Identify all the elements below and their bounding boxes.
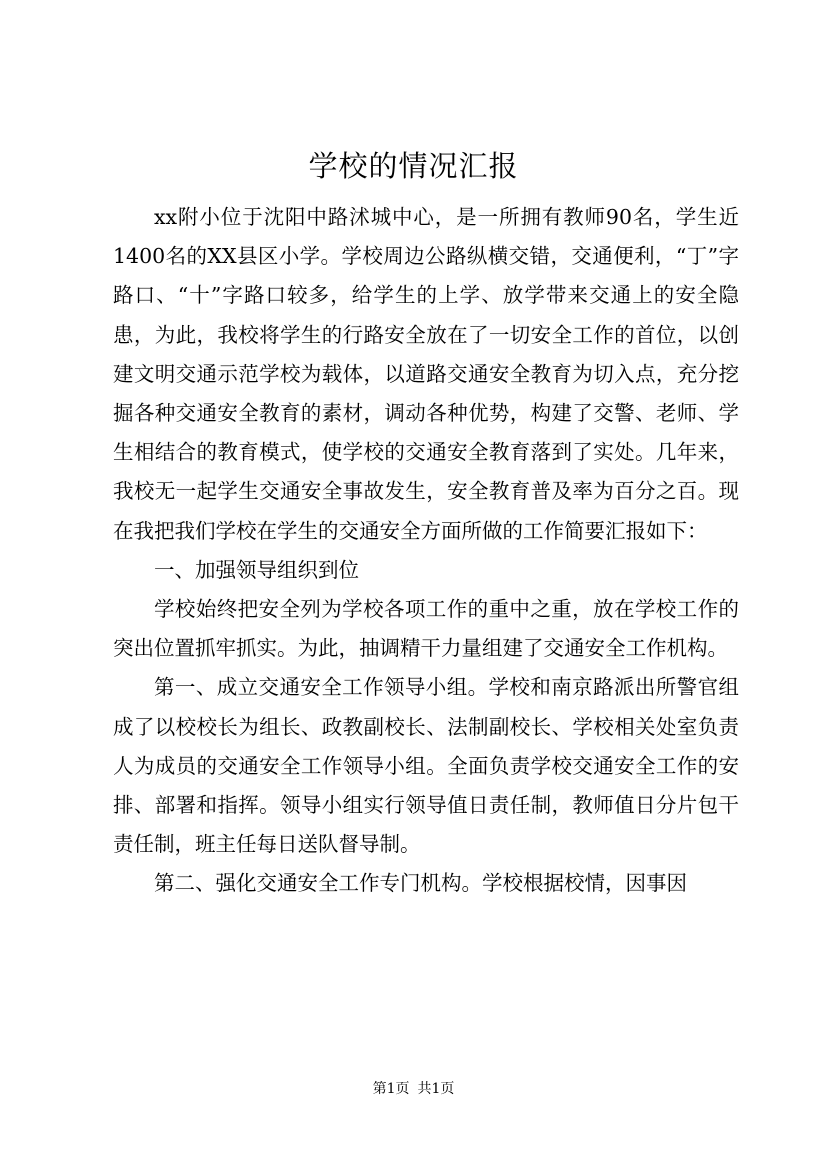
section-heading: 一、加强领导组织到位 — [154, 557, 359, 582]
paragraph-intro: xx附小位于沈阳中路沭城中心，是一所拥有教师90名，学生近1400名的XX县区小学。学校周边公路纵横交错，交通便利，“丁”字路口、“十”字路口较多，给学生的上学、放学带来交通上的安全隐患，为此，我校将学生的行路安全放在了一切安全工作的首位，以创建文明交通示范学校为载体，以道路交通安全教育为切入点，充分挖掘各种交通安全教育的素材，调动各种优势，构建了交警、老师、学生相结合的教育模式，使学校的交通安全教育落到了实处。几年来，我校无一起学生交通安全事故发生，安全教育普及率为百分之百。现在我把我们学校在学生的交通安全方面所做的工作简要汇报如下： — [113, 205, 739, 543]
document-body — [113, 198, 739, 904]
page-total: 共1页 — [417, 1081, 455, 1097]
page-footer — [0, 1079, 827, 1099]
paragraph-second-point: 第二、强化交通安全工作专门机构。学校根据校情，因事因 — [154, 871, 687, 896]
paragraph-first-point: 第一、成立交通安全工作领导小组。学校和南京路派出所警官组成了以校校长为组长、政教副校长、法制副校长、学校相关处室负责人为成员的交通安全工作领导小组。全面负责学校交通安全工作的安排、部署和指挥。领导小组实行领导值日责任制，教师值日分片包干责任制，班主任每日送队督导制。 — [113, 675, 739, 857]
page-number: 第1页 — [372, 1081, 410, 1097]
paragraph-section-intro: 学校始终把安全列为学校各项工作的重中之重，放在学校工作的突出位置抓牢抓实。为此，抽调精干力量组建了交通安全工作机构。 — [113, 597, 739, 661]
document-title: 学校的情况汇报 — [308, 149, 519, 183]
